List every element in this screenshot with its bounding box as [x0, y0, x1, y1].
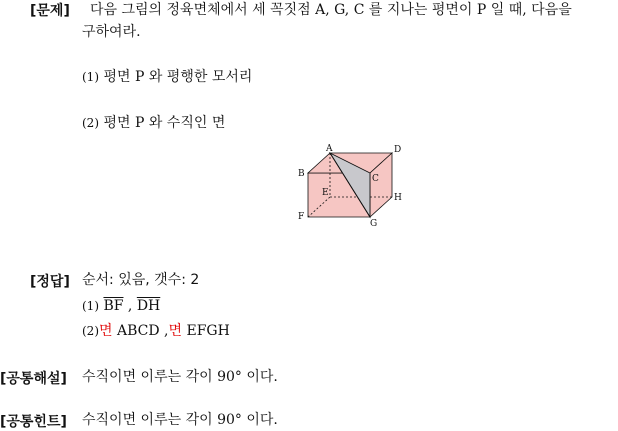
vertex-label-b: B: [298, 169, 305, 179]
vertex-label-c: C: [372, 174, 379, 184]
answer-line1: 순서: 있음, 갯수: 2: [82, 272, 200, 288]
answer-1: [82, 296, 160, 316]
answer-2: [82, 321, 230, 341]
question-2: [82, 113, 225, 133]
problem-text-line2: 구하여라.: [82, 24, 141, 40]
vertex-label-h: H: [394, 193, 402, 203]
answer-2-face-efgh: EFGH: [186, 323, 230, 339]
explanation-label: [공통해설]: [0, 371, 67, 387]
question-1-text: 평면 P 와 평행한 모서리: [103, 69, 253, 85]
question-1: [82, 67, 252, 87]
answer-1-edge-dh: $\overline{DH}$: [136, 298, 161, 314]
answer-2-face-prefix-1: 면: [99, 323, 113, 339]
question-2-text: 평면 P 와 수직인 면: [103, 115, 226, 131]
hint-text: 수직이면 이루는 각이 90° 이다.: [82, 412, 278, 428]
answer-1-separator: ,: [127, 298, 133, 314]
hint-label: [공통힌트]: [0, 414, 67, 430]
problem-label: [문제]: [30, 3, 70, 19]
answer-2-face-prefix-2: 면: [168, 323, 183, 339]
vertex-label-f: F: [298, 212, 305, 222]
vertex-label-e: E: [322, 188, 329, 198]
vertex-label-g: G: [370, 219, 378, 229]
vertex-label-d: D: [394, 145, 402, 155]
answer-1-number: (1): [82, 299, 99, 313]
question-1-number: (1): [82, 70, 99, 84]
answer-2-face-abcd: ABCD ,: [116, 323, 169, 339]
answer-1-edge-bf: $\overline{BF}$: [103, 298, 124, 314]
answer-2-number: (2): [82, 324, 99, 338]
cube-figure: [286, 140, 416, 235]
answer-label: [정답]: [30, 274, 70, 290]
problem-text-line1: 다음 그림의 정육면체에서 세 꼭짓점 A, G, C 를 지나는 평면이 P 일 때, 다음을: [90, 2, 572, 18]
question-2-number: (2): [82, 116, 99, 130]
explanation-text: 수직이면 이루는 각이 90° 이다.: [82, 369, 278, 385]
vertex-label-a: A: [326, 144, 333, 154]
